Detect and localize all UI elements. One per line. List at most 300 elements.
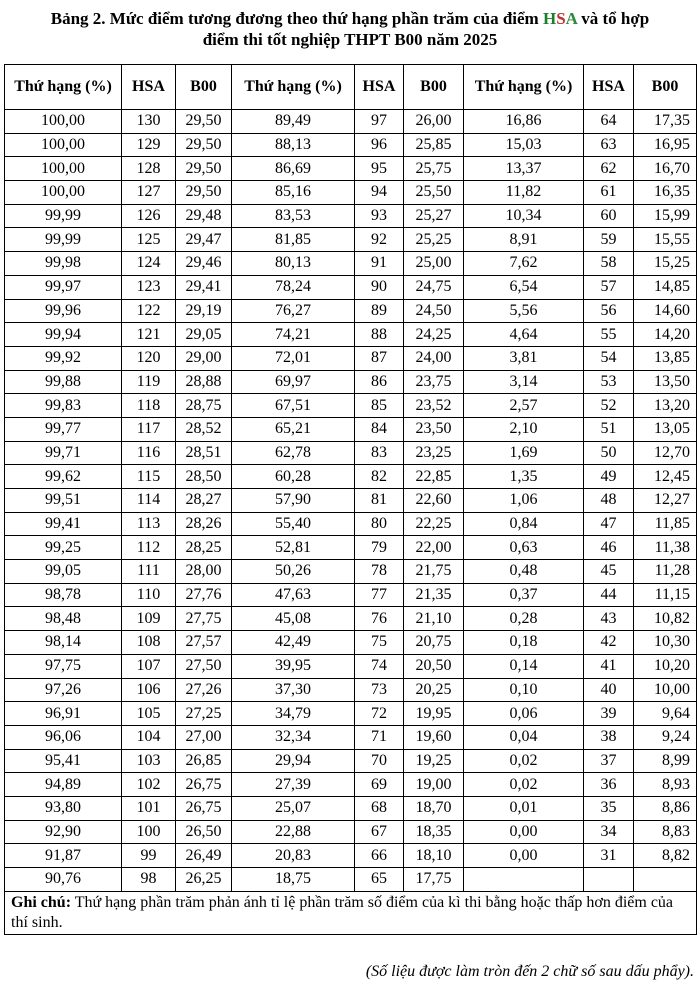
b00-cell: 25,27 bbox=[404, 204, 464, 228]
hsa-cell: 126 bbox=[122, 204, 176, 228]
b00-cell: 28,52 bbox=[176, 417, 232, 441]
table-row bbox=[5, 654, 697, 678]
table-row bbox=[5, 583, 697, 607]
hsa-cell: 97 bbox=[355, 110, 404, 134]
b00-cell: 11,28 bbox=[634, 560, 697, 584]
percentile-cell: 0,28 bbox=[464, 607, 584, 631]
percentile-cell: 6,54 bbox=[464, 275, 584, 299]
table-row bbox=[5, 157, 697, 181]
percentile-cell: 37,30 bbox=[232, 678, 355, 702]
percentile-cell: 3,14 bbox=[464, 370, 584, 394]
b00-cell: 14,60 bbox=[634, 299, 697, 323]
rounding-footnote: (Số liệu được làm tròn đến 2 chữ số sau dấu phẩy). bbox=[365, 963, 694, 980]
percentile-cell: 16,86 bbox=[464, 110, 584, 134]
b00-cell: 25,85 bbox=[404, 133, 464, 157]
b00-cell: 17,75 bbox=[404, 868, 464, 892]
b00-cell: 28,50 bbox=[176, 465, 232, 489]
percentile-cell: 34,79 bbox=[232, 702, 355, 726]
hsa-cell: 115 bbox=[122, 465, 176, 489]
percentile-cell: 99,99 bbox=[5, 204, 122, 228]
percentile-cell: 50,26 bbox=[232, 560, 355, 584]
b00-cell: 28,51 bbox=[176, 441, 232, 465]
hsa-cell: 73 bbox=[355, 678, 404, 702]
hsa-cell: 105 bbox=[122, 702, 176, 726]
hsa-cell: 57 bbox=[584, 275, 634, 299]
percentile-cell: 99,05 bbox=[5, 560, 122, 584]
percentile-cell: 83,53 bbox=[232, 204, 355, 228]
b00-cell: 29,46 bbox=[176, 252, 232, 276]
b00-cell: 18,10 bbox=[404, 844, 464, 868]
table-row bbox=[5, 868, 697, 892]
b00-cell: 27,75 bbox=[176, 607, 232, 631]
percentile-cell: 2,10 bbox=[464, 417, 584, 441]
b00-cell: 22,00 bbox=[404, 536, 464, 560]
percentile-cell: 96,91 bbox=[5, 702, 122, 726]
b00-cell: 13,20 bbox=[634, 394, 697, 418]
percentile-cell: 10,34 bbox=[464, 204, 584, 228]
percentile-cell: 99,62 bbox=[5, 465, 122, 489]
b00-cell: 26,00 bbox=[404, 110, 464, 134]
b00-cell: 27,50 bbox=[176, 654, 232, 678]
note-label: Ghi chú: bbox=[11, 893, 72, 911]
percentile-cell: 0,18 bbox=[464, 631, 584, 655]
percentile-cell: 0,00 bbox=[464, 820, 584, 844]
b00-cell: 14,85 bbox=[634, 275, 697, 299]
percentile-cell: 18,75 bbox=[232, 868, 355, 892]
hsa-cell: 108 bbox=[122, 631, 176, 655]
hsa-cell bbox=[584, 868, 634, 892]
percentile-cell: 88,13 bbox=[232, 133, 355, 157]
table-title bbox=[10, 8, 690, 52]
hsa-cell: 119 bbox=[122, 370, 176, 394]
header-b00: B00 bbox=[404, 65, 464, 110]
table-row bbox=[5, 110, 697, 134]
hsa-cell: 68 bbox=[355, 796, 404, 820]
percentile-cell: 99,25 bbox=[5, 536, 122, 560]
hsa-cell: 91 bbox=[355, 252, 404, 276]
b00-cell: 12,70 bbox=[634, 441, 697, 465]
b00-cell: 19,95 bbox=[404, 702, 464, 726]
percentile-cell: 52,81 bbox=[232, 536, 355, 560]
percentile-cell: 0,37 bbox=[464, 583, 584, 607]
hsa-cell: 72 bbox=[355, 702, 404, 726]
percentile-cell: 95,41 bbox=[5, 749, 122, 773]
b00-cell: 23,52 bbox=[404, 394, 464, 418]
hsa-cell: 64 bbox=[584, 110, 634, 134]
hsa-cell: 113 bbox=[122, 512, 176, 536]
b00-cell: 26,49 bbox=[176, 844, 232, 868]
percentile-cell: 85,16 bbox=[232, 181, 355, 205]
hsa-cell: 88 bbox=[355, 323, 404, 347]
b00-cell: 16,70 bbox=[634, 157, 697, 181]
b00-cell: 11,85 bbox=[634, 512, 697, 536]
b00-cell: 29,50 bbox=[176, 133, 232, 157]
b00-cell: 23,25 bbox=[404, 441, 464, 465]
hsa-cell: 122 bbox=[122, 299, 176, 323]
hsa-cell: 109 bbox=[122, 607, 176, 631]
b00-cell: 28,75 bbox=[176, 394, 232, 418]
note-cell bbox=[5, 891, 697, 934]
hsa-cell: 123 bbox=[122, 275, 176, 299]
percentile-cell: 99,98 bbox=[5, 252, 122, 276]
hsa-cell: 36 bbox=[584, 773, 634, 797]
b00-cell: 12,27 bbox=[634, 489, 697, 513]
b00-cell: 24,75 bbox=[404, 275, 464, 299]
b00-cell: 13,85 bbox=[634, 346, 697, 370]
b00-cell: 21,75 bbox=[404, 560, 464, 584]
table-row bbox=[5, 441, 697, 465]
b00-cell: 16,95 bbox=[634, 133, 697, 157]
hsa-cell: 117 bbox=[122, 417, 176, 441]
table-row bbox=[5, 725, 697, 749]
table-row bbox=[5, 631, 697, 655]
b00-cell: 25,00 bbox=[404, 252, 464, 276]
hsa-cell: 102 bbox=[122, 773, 176, 797]
percentile-cell: 45,08 bbox=[232, 607, 355, 631]
percentile-cell: 0,14 bbox=[464, 654, 584, 678]
hsa-cell: 120 bbox=[122, 346, 176, 370]
b00-cell: 10,30 bbox=[634, 631, 697, 655]
percentile-cell: 3,81 bbox=[464, 346, 584, 370]
table-row bbox=[5, 228, 697, 252]
percentile-cell: 55,40 bbox=[232, 512, 355, 536]
b00-cell: 10,20 bbox=[634, 654, 697, 678]
percentile-cell: 13,37 bbox=[464, 157, 584, 181]
percentile-cell: 0,02 bbox=[464, 773, 584, 797]
b00-cell: 21,10 bbox=[404, 607, 464, 631]
b00-cell: 15,55 bbox=[634, 228, 697, 252]
percentile-cell: 4,64 bbox=[464, 323, 584, 347]
percentile-cell: 76,27 bbox=[232, 299, 355, 323]
note-row bbox=[5, 891, 697, 934]
hsa-cell: 84 bbox=[355, 417, 404, 441]
b00-cell: 10,82 bbox=[634, 607, 697, 631]
hsa-cell: 99 bbox=[122, 844, 176, 868]
percentile-cell: 99,92 bbox=[5, 346, 122, 370]
percentile-cell: 99,96 bbox=[5, 299, 122, 323]
hsa-cell: 110 bbox=[122, 583, 176, 607]
hsa-cell: 92 bbox=[355, 228, 404, 252]
table-row bbox=[5, 678, 697, 702]
percentile-cell: 78,24 bbox=[232, 275, 355, 299]
b00-cell: 26,75 bbox=[176, 773, 232, 797]
percentile-cell: 62,78 bbox=[232, 441, 355, 465]
percentile-cell: 98,48 bbox=[5, 607, 122, 631]
table-row bbox=[5, 820, 697, 844]
hsa-cell: 83 bbox=[355, 441, 404, 465]
hsa-cell: 37 bbox=[584, 749, 634, 773]
percentile-cell: 25,07 bbox=[232, 796, 355, 820]
hsa-cell: 107 bbox=[122, 654, 176, 678]
b00-cell: 15,99 bbox=[634, 204, 697, 228]
b00-cell: 20,75 bbox=[404, 631, 464, 655]
header-percentile: Thứ hạng (%) bbox=[5, 65, 122, 110]
percentile-cell: 7,62 bbox=[464, 252, 584, 276]
header-hsa: HSA bbox=[122, 65, 176, 110]
hsa-cell: 71 bbox=[355, 725, 404, 749]
b00-cell: 24,25 bbox=[404, 323, 464, 347]
b00-cell: 28,26 bbox=[176, 512, 232, 536]
b00-cell: 28,88 bbox=[176, 370, 232, 394]
header-b00: B00 bbox=[634, 65, 697, 110]
table-row bbox=[5, 512, 697, 536]
hsa-cell: 116 bbox=[122, 441, 176, 465]
hsa-cell: 100 bbox=[122, 820, 176, 844]
b00-cell: 19,00 bbox=[404, 773, 464, 797]
hsa-cell: 104 bbox=[122, 725, 176, 749]
hsa-letter-h: H bbox=[542, 9, 557, 28]
hsa-cell: 41 bbox=[584, 654, 634, 678]
table-row bbox=[5, 275, 697, 299]
hsa-cell: 111 bbox=[122, 560, 176, 584]
b00-cell: 29,05 bbox=[176, 323, 232, 347]
percentile-cell: 47,63 bbox=[232, 583, 355, 607]
hsa-cell: 63 bbox=[584, 133, 634, 157]
hsa-cell: 74 bbox=[355, 654, 404, 678]
b00-cell: 13,05 bbox=[634, 417, 697, 441]
table-row bbox=[5, 749, 697, 773]
hsa-cell: 54 bbox=[584, 346, 634, 370]
b00-cell: 19,25 bbox=[404, 749, 464, 773]
b00-cell: 11,38 bbox=[634, 536, 697, 560]
hsa-cell: 95 bbox=[355, 157, 404, 181]
percentile-cell: 0,10 bbox=[464, 678, 584, 702]
percentile-cell: 65,21 bbox=[232, 417, 355, 441]
b00-cell: 29,19 bbox=[176, 299, 232, 323]
b00-cell: 26,25 bbox=[176, 868, 232, 892]
percentile-cell: 99,97 bbox=[5, 275, 122, 299]
score-equivalence-table bbox=[4, 64, 697, 935]
hsa-cell: 65 bbox=[355, 868, 404, 892]
percentile-cell: 89,49 bbox=[232, 110, 355, 134]
b00-cell bbox=[634, 868, 697, 892]
b00-cell: 20,25 bbox=[404, 678, 464, 702]
hsa-cell: 89 bbox=[355, 299, 404, 323]
header-hsa: HSA bbox=[584, 65, 634, 110]
hsa-cell: 48 bbox=[584, 489, 634, 513]
hsa-cell: 128 bbox=[122, 157, 176, 181]
b00-cell: 29,50 bbox=[176, 181, 232, 205]
percentile-cell: 2,57 bbox=[464, 394, 584, 418]
hsa-cell: 40 bbox=[584, 678, 634, 702]
percentile-cell: 0,01 bbox=[464, 796, 584, 820]
percentile-cell: 90,76 bbox=[5, 868, 122, 892]
b00-cell: 8,83 bbox=[634, 820, 697, 844]
b00-cell: 28,27 bbox=[176, 489, 232, 513]
table-row bbox=[5, 465, 697, 489]
percentile-cell: 98,78 bbox=[5, 583, 122, 607]
percentile-cell: 1,35 bbox=[464, 465, 584, 489]
hsa-cell: 58 bbox=[584, 252, 634, 276]
percentile-cell: 20,83 bbox=[232, 844, 355, 868]
b00-cell: 27,26 bbox=[176, 678, 232, 702]
percentile-cell: 86,69 bbox=[232, 157, 355, 181]
percentile-cell: 1,69 bbox=[464, 441, 584, 465]
percentile-cell: 0,04 bbox=[464, 725, 584, 749]
b00-cell: 8,86 bbox=[634, 796, 697, 820]
hsa-cell: 34 bbox=[584, 820, 634, 844]
table-row bbox=[5, 133, 697, 157]
percentile-cell: 29,94 bbox=[232, 749, 355, 773]
b00-cell: 12,45 bbox=[634, 465, 697, 489]
percentile-cell: 97,26 bbox=[5, 678, 122, 702]
percentile-cell: 15,03 bbox=[464, 133, 584, 157]
table-row bbox=[5, 796, 697, 820]
hsa-cell: 69 bbox=[355, 773, 404, 797]
percentile-cell: 98,14 bbox=[5, 631, 122, 655]
percentile-cell: 99,94 bbox=[5, 323, 122, 347]
hsa-cell: 75 bbox=[355, 631, 404, 655]
hsa-cell: 35 bbox=[584, 796, 634, 820]
b00-cell: 24,50 bbox=[404, 299, 464, 323]
b00-cell: 20,50 bbox=[404, 654, 464, 678]
percentile-cell: 32,34 bbox=[232, 725, 355, 749]
percentile-cell: 97,75 bbox=[5, 654, 122, 678]
percentile-cell: 57,90 bbox=[232, 489, 355, 513]
percentile-cell: 74,21 bbox=[232, 323, 355, 347]
hsa-letter-a: A bbox=[565, 9, 578, 28]
b00-cell: 29,47 bbox=[176, 228, 232, 252]
b00-cell: 23,50 bbox=[404, 417, 464, 441]
b00-cell: 22,85 bbox=[404, 465, 464, 489]
hsa-cell: 67 bbox=[355, 820, 404, 844]
b00-cell: 26,50 bbox=[176, 820, 232, 844]
hsa-cell: 80 bbox=[355, 512, 404, 536]
hsa-cell: 125 bbox=[122, 228, 176, 252]
hsa-cell: 47 bbox=[584, 512, 634, 536]
hsa-cell: 39 bbox=[584, 702, 634, 726]
b00-cell: 27,57 bbox=[176, 631, 232, 655]
b00-cell: 15,25 bbox=[634, 252, 697, 276]
hsa-cell: 78 bbox=[355, 560, 404, 584]
hsa-cell: 129 bbox=[122, 133, 176, 157]
hsa-cell: 87 bbox=[355, 346, 404, 370]
table-row bbox=[5, 204, 697, 228]
hsa-cell: 77 bbox=[355, 583, 404, 607]
percentile-cell: 81,85 bbox=[232, 228, 355, 252]
hsa-cell: 70 bbox=[355, 749, 404, 773]
b00-cell: 29,00 bbox=[176, 346, 232, 370]
b00-cell: 25,75 bbox=[404, 157, 464, 181]
table-row bbox=[5, 417, 697, 441]
percentile-cell: 11,82 bbox=[464, 181, 584, 205]
percentile-cell: 0,63 bbox=[464, 536, 584, 560]
table-row bbox=[5, 560, 697, 584]
b00-cell: 29,41 bbox=[176, 275, 232, 299]
percentile-cell: 42,49 bbox=[232, 631, 355, 655]
percentile-cell: 60,28 bbox=[232, 465, 355, 489]
b00-cell: 8,93 bbox=[634, 773, 697, 797]
percentile-cell: 22,88 bbox=[232, 820, 355, 844]
percentile-cell: 99,99 bbox=[5, 228, 122, 252]
b00-cell: 8,82 bbox=[634, 844, 697, 868]
table-row bbox=[5, 536, 697, 560]
b00-cell: 28,00 bbox=[176, 560, 232, 584]
b00-cell: 25,50 bbox=[404, 181, 464, 205]
hsa-cell: 101 bbox=[122, 796, 176, 820]
percentile-cell bbox=[464, 868, 584, 892]
header-row bbox=[5, 65, 697, 110]
hsa-cell: 61 bbox=[584, 181, 634, 205]
table-row bbox=[5, 346, 697, 370]
hsa-cell: 124 bbox=[122, 252, 176, 276]
b00-cell: 29,50 bbox=[176, 157, 232, 181]
hsa-cell: 60 bbox=[584, 204, 634, 228]
table-row bbox=[5, 181, 697, 205]
b00-cell: 26,85 bbox=[176, 749, 232, 773]
b00-cell: 29,50 bbox=[176, 110, 232, 134]
percentile-cell: 8,91 bbox=[464, 228, 584, 252]
percentile-cell: 99,51 bbox=[5, 489, 122, 513]
hsa-cell: 42 bbox=[584, 631, 634, 655]
hsa-cell: 46 bbox=[584, 536, 634, 560]
percentile-cell: 27,39 bbox=[232, 773, 355, 797]
b00-cell: 14,20 bbox=[634, 323, 697, 347]
header-hsa: HSA bbox=[355, 65, 404, 110]
table-row bbox=[5, 844, 697, 868]
table-row bbox=[5, 370, 697, 394]
percentile-cell: 67,51 bbox=[232, 394, 355, 418]
percentile-cell: 100,00 bbox=[5, 133, 122, 157]
percentile-cell: 100,00 bbox=[5, 181, 122, 205]
b00-cell: 28,25 bbox=[176, 536, 232, 560]
b00-cell: 22,60 bbox=[404, 489, 464, 513]
hsa-cell: 45 bbox=[584, 560, 634, 584]
b00-cell: 29,48 bbox=[176, 204, 232, 228]
b00-cell: 9,64 bbox=[634, 702, 697, 726]
hsa-cell: 62 bbox=[584, 157, 634, 181]
hsa-cell: 44 bbox=[584, 583, 634, 607]
b00-cell: 10,00 bbox=[634, 678, 697, 702]
hsa-cell: 114 bbox=[122, 489, 176, 513]
hsa-cell: 82 bbox=[355, 465, 404, 489]
percentile-cell: 99,88 bbox=[5, 370, 122, 394]
hsa-cell: 96 bbox=[355, 133, 404, 157]
table-row bbox=[5, 773, 697, 797]
b00-cell: 25,25 bbox=[404, 228, 464, 252]
title-line1-end: và tổ hợp bbox=[577, 9, 650, 28]
hsa-cell: 86 bbox=[355, 370, 404, 394]
title-line1-start: Bảng 2. Mức điểm tương đương theo thứ hạng phần trăm của điểm bbox=[50, 9, 543, 28]
table-row bbox=[5, 394, 697, 418]
percentile-cell: 0,00 bbox=[464, 844, 584, 868]
hsa-cell: 85 bbox=[355, 394, 404, 418]
hsa-cell: 66 bbox=[355, 844, 404, 868]
hsa-cell: 59 bbox=[584, 228, 634, 252]
b00-cell: 9,24 bbox=[634, 725, 697, 749]
hsa-cell: 50 bbox=[584, 441, 634, 465]
percentile-cell: 99,71 bbox=[5, 441, 122, 465]
percentile-cell: 99,77 bbox=[5, 417, 122, 441]
hsa-cell: 79 bbox=[355, 536, 404, 560]
b00-cell: 19,60 bbox=[404, 725, 464, 749]
table-row bbox=[5, 299, 697, 323]
b00-cell: 21,35 bbox=[404, 583, 464, 607]
hsa-cell: 56 bbox=[584, 299, 634, 323]
percentile-cell: 96,06 bbox=[5, 725, 122, 749]
table-row bbox=[5, 607, 697, 631]
hsa-cell: 118 bbox=[122, 394, 176, 418]
percentile-cell: 0,02 bbox=[464, 749, 584, 773]
b00-cell: 17,35 bbox=[634, 110, 697, 134]
hsa-cell: 94 bbox=[355, 181, 404, 205]
hsa-cell: 49 bbox=[584, 465, 634, 489]
hsa-cell: 130 bbox=[122, 110, 176, 134]
table-row bbox=[5, 252, 697, 276]
percentile-cell: 0,06 bbox=[464, 702, 584, 726]
hsa-cell: 51 bbox=[584, 417, 634, 441]
percentile-cell: 92,90 bbox=[5, 820, 122, 844]
